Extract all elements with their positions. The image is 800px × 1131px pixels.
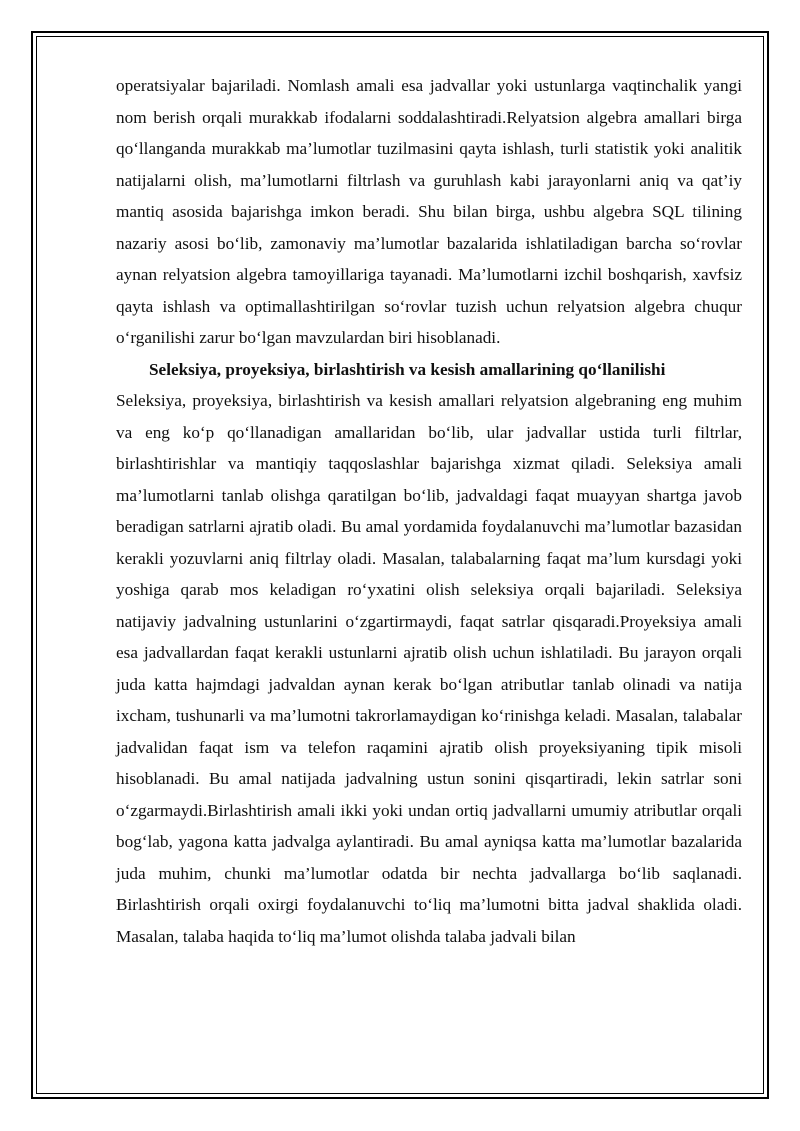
paragraph: Seleksiya, proyeksiya, birlashtirish va kesish amallari relyatsion algebraning eng muhim va eng ko‘p qo‘llanadigan amallaridan bo‘lib, ular jadvallar ustida turli filtrlar, birlashtirishlar va mantiqiy taqqoslashlar bajarishga xizmat qiladi. Seleksiya amali ma’lumotlarni tanlab olishga qaratilgan bo‘lib, jadvaldagi faqat muayyan shartga javob beradigan satrlarni ajratib oladi. Bu amal yordamida foydalanuvchi ma’lumotlar bazasidan kerakli yozuvlarni aniq filtrlay oladi. Masalan, talabalarning faqat ma’lum kursdagi yoki yoshiga qarab mos keladigan ro‘yxatini olish seleksiya orqali bajariladi. Seleksiya natijaviy jadvalning ustunlarini o‘zgartirmaydi, faqat satrlar qisqaradi.Proyeksiya amali esa jadvallardan faqat kerakli ustunlarni ajratib olish uchun ishlatiladi. Bu jarayon orqali juda katta hajmdagi jadvaldan aynan kerak bo‘lgan atributlar tanlab olinadi va natija ixcham, tushunarli va ma’lumotni takrorlamaydigan ko‘rinishga keladi. Masalan, talabalar jadvalidan faqat ism va telefon raqamini ajratib olish proyeksiyaning tipik misoli hisoblanadi. Bu amal natijada jadvalning ustun sonini qisqartiradi, lekin satrlar soni o‘zgarmaydi.Birlashtirish amali ikki yoki undan ortiq jadvallarni umumiy atributlar orqali bog‘lab, yagona katta jadvalga aylantiradi. Bu amal ayniqsa katta ma’lumotlar bazalarida juda muhim, chunki ma’lumotlar odatda bir nechta jadvallarga bo‘lib saqlanadi. Birlashtirish orqali oxirgi foydalanuvchi to‘liq ma’lumotni bitta jadval shaklida oladi. Masalan, talaba haqida to‘liq ma’lumot olishda talaba jadvali bilan (116, 391, 742, 946)
paragraph: operatsiyalar bajariladi. Nomlash amali esa jadvallar yoki ustunlarga vaqtinchalik yangi nom berish orqali murakkab ifodalarni soddalashtiradi.Relyatsion algebra amallari birga qo‘llanganda murakkab ma’lumotlar tuzilmasini qayta ishlash, turli statistik yoki analitik natijalarni olish, ma’lumotlarni filtrlash va guruhlash kabi jarayonlarni aniq va qat’iy mantiq asosida bajarishga imkon beradi. Shu bilan birga, ushbu algebra SQL tilining nazariy asosi bo‘lib, zamonaviy ma’lumotlar bazalarida ishlatiladigan barcha so‘rovlar aynan relyatsion algebra tamoyillariga tayanadi. Ma’lumotlarni izchil boshqarish, xavfsiz qayta ishlash va optimallashtirilgan so‘rovlar tuzish uchun relyatsion algebra chuqur o‘rganilishi zarur bo‘lgan mavzulardan biri hisoblanadi. (116, 76, 742, 347)
document-body (116, 70, 742, 952)
section-heading: Seleksiya, proyeksiya, birlashtirish va kesish amallarining qo‘llanilishi (149, 359, 666, 379)
